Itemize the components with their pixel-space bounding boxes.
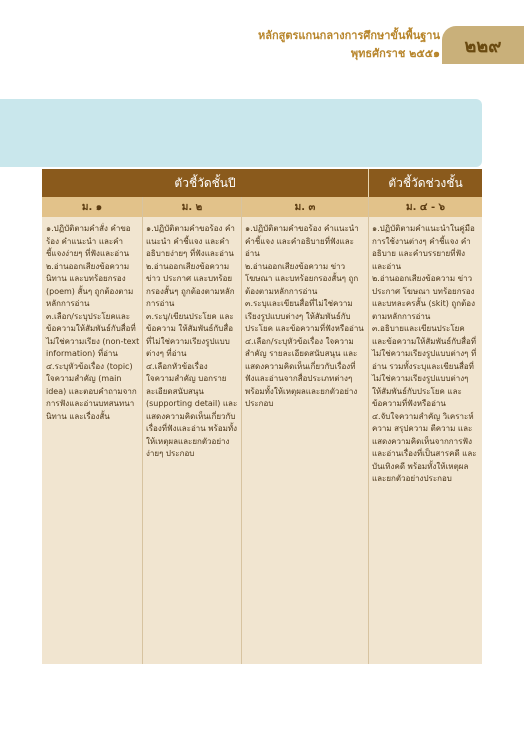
indicator-item: ๓.ระบุ/เขียนประโยค และข้อความ ให้สัมพันธ์กับสื่อที่ไม่ใช่ความเรียงรูปแบบต่างๆ ที่อ่าน: [146, 311, 234, 358]
indicator-item: ๒.อ่านออกเสียงข้อความ นิทาน และบทร้อยกรอง (poem) สั้นๆ ถูกต้องตามหลักการอ่าน: [46, 261, 134, 308]
grade-header-m2: ม. ๒: [181, 201, 203, 213]
grade-header-row: [42, 197, 482, 217]
column-divider: [142, 197, 143, 664]
grade-header-m3: ม. ๓: [294, 201, 316, 213]
indicator-item: ๓.เลือก/ระบุประโยคและข้อความให้สัมพันธ์กับสื่อที่ไม่ใช่ความเรียง (non-text information) ที่อ่าน: [46, 311, 140, 358]
indicator-item: ๑.ปฏิบัติตามคำขอร้อง คำแนะนำ คำชี้แจง และคำอธิบายง่ายๆ ที่ฟังและอ่าน: [146, 224, 235, 258]
indicator-item: ๔.เลือก/ระบุหัวข้อเรื่อง ใจความสำคัญ รายละเอียดสนับสนุน และแสดงความคิดเห็นเกี่ยวกับเรื่องที่ฟังและอ่านจากสื่อประเภทต่างๆ พร้อมทั้งให้เหตุผลและยกตัวอย่างประกอบ: [245, 336, 358, 408]
column-divider: [368, 197, 369, 664]
column-m2: [146, 223, 238, 461]
indicator-item: ๔.ระบุหัวข้อเรื่อง (topic) ใจความสำคัญ (main idea) และตอบคำถามจากการฟังและอ่านบทสนทนา นิทาน และเรื่องสั้น: [46, 361, 137, 421]
indicator-item: ๒.อ่านออกเสียงข้อความ ข่าว โฆษณา และบทร้อยกรองสั้นๆ ถูกต้องตามหลักการอ่าน: [245, 261, 359, 296]
group-header-grade-indicators: ตัวชี้วัดชั้นปี: [174, 175, 236, 190]
indicator-item: ๑.ปฏิบัติตามคำสั่ง คำขอร้อง คำแนะนำ และคำชี้แจงง่ายๆ ที่ฟังและอ่าน: [46, 224, 131, 258]
indicator-item: ๔.เลือกหัวข้อเรื่อง ใจความสำคัญ บอกรายละเอียดสนับสนุน (supporting detail) และแสดงความคิดเห็นเกี่ยวกับเรื่องที่ฟังและอ่าน พร้อมทั้งให้เหตุผลและยกตัวอย่างง่ายๆ ประกอบ: [146, 361, 238, 458]
column-divider: [241, 197, 242, 664]
grade-header-m4-6: ม. ๔ - ๖: [406, 201, 445, 213]
page-number: ๒๒๙: [442, 26, 524, 64]
column-m4-6: [372, 223, 478, 486]
title-banner: [0, 99, 482, 167]
indicator-item: ๒.อ่านออกเสียงข้อความ ข่าว ประกาศ โฆษณา บทร้อยกรอง และบทละครสั้น (skit) ถูกต้องตามหลักการอ่าน: [372, 274, 475, 321]
column-m1: [46, 223, 140, 423]
indicator-item: ๓.อธิบายและเขียนประโยคและข้อความให้สัมพันธ์กับสื่อที่ไม่ใช่ความเรียงรูปแบบต่างๆ ที่อ่าน รวมทั้งระบุและเขียนสื่อที่ไม่ใช่ความเรียงรูปแบบต่างๆ ให้สัมพันธ์กับประโยค และข้อความที่ฟังหรืออ่าน: [372, 324, 477, 408]
grade-header-m1: ม. ๑: [81, 201, 103, 213]
indicator-item: ๒.อ่านออกเสียงข้อความ ข่าว ประกาศ และบทร้อยกรองสั้นๆ ถูกต้องตามหลักการอ่าน: [146, 261, 235, 308]
book-title: หลักสูตรแกนกลางการศึกษาขั้นพื้นฐาน: [257, 29, 440, 42]
indicator-table: [42, 169, 482, 664]
book-subtitle: พุทธศักราช ๒๕๕๑: [350, 47, 440, 60]
group-header-level-indicators: ตัวชี้วัดช่วงชั้น: [388, 175, 463, 190]
column-m3: [245, 223, 365, 411]
indicator-item: ๑.ปฏิบัติตามคำแนะนำในคู่มือการใช้งานต่างๆ คำชี้แจง คำอธิบาย และคำบรรยายที่ฟังและอ่าน: [372, 224, 475, 271]
group-header-row: [42, 169, 482, 197]
indicator-item: ๔.จับใจความสำคัญ วิเคราะห์ความ สรุปความ ตีความ และแสดงความคิดเห็นจากการฟังและอ่านเรื่องที่เป็นสารคดี และบันเทิงคดี พร้อมทั้งให้เหตุผลและยกตัวอย่างประกอบ: [372, 411, 477, 483]
indicator-item: ๑.ปฏิบัติตามคำขอร้อง คำแนะนำ คำชี้แจง และคำอธิบายที่ฟังและอ่าน: [245, 224, 359, 258]
indicator-item: ๓.ระบุและเขียนสื่อที่ไม่ใช่ความเรียงรูปแบบต่างๆ ให้สัมพันธ์กับประโยค และข้อความที่ฟังหรืออ่าน: [245, 299, 364, 333]
